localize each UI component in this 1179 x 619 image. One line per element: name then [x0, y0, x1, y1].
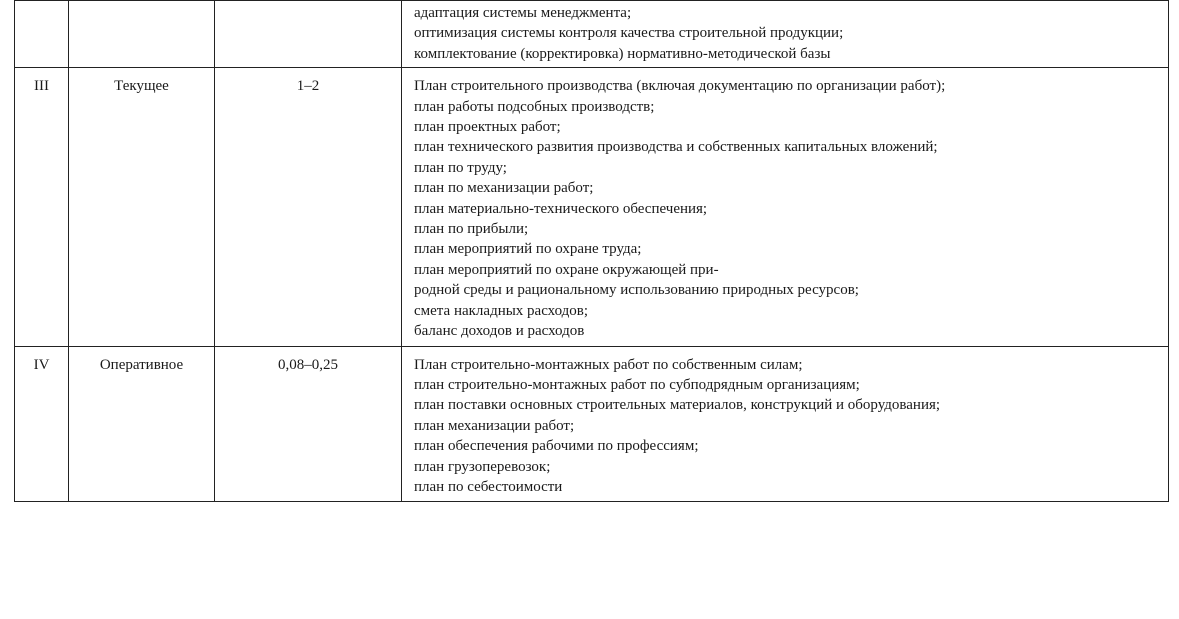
plan-type-cell: Оперативное: [69, 346, 215, 502]
plan-item: План строительного производства (включая документацию по организации работ);: [414, 78, 946, 95]
plan-item: план обеспечения рабочими по профессиям;: [414, 438, 699, 455]
row-number-cell: III: [15, 68, 69, 346]
plan-content-cell: [402, 68, 1169, 346]
plan-item: план мероприятий по охране труда;: [414, 241, 642, 258]
plan-item: смета накладных расходов;: [414, 302, 589, 319]
table-row: [15, 1, 1169, 68]
plan-item: план материально-технического обеспечения;: [414, 200, 708, 217]
plan-item: план по прибыли;: [414, 221, 529, 238]
plan-term-cell: 0,08–0,25: [215, 346, 402, 502]
plan-content-cell: [402, 346, 1169, 502]
planning-table: [14, 0, 1169, 502]
plan-item: план технического развития производства и собственных капитальных вложений;: [414, 139, 938, 156]
plan-term-cell: [215, 1, 402, 68]
plan-item: комплектование (корректировка) нормативно-методической базы: [414, 45, 831, 62]
plan-item: план проектных работ;: [414, 119, 561, 136]
plan-type-cell: [69, 1, 215, 68]
plan-item: план по труду;: [414, 159, 507, 176]
plan-item: план грузоперевозок;: [414, 458, 551, 475]
plan-type-cell: Текущее: [69, 68, 215, 346]
row-number-cell: [15, 1, 69, 68]
plan-item: адаптация системы менеджмента;: [414, 5, 632, 21]
plan-item: план по себестоимости: [414, 478, 563, 495]
plan-item: План строительно-монтажных работ по собственным силам;: [414, 356, 803, 373]
plan-item: родной среды и рациональному использованию природных ресурсов;: [414, 282, 859, 299]
plan-item: оптимизация системы контроля качества строительной продукции;: [414, 25, 844, 42]
plan-item: план механизации работ;: [414, 417, 575, 434]
row-number-cell: IV: [15, 346, 69, 502]
plan-item: баланс доходов и расходов: [414, 323, 585, 340]
plan-item: план по механизации работ;: [414, 180, 594, 197]
plan-item: план строительно-монтажных работ по субподрядным организациям;: [414, 376, 860, 393]
table-row: [15, 68, 1169, 346]
plan-content-cell: [402, 1, 1169, 68]
plan-item: план поставки основных строительных материалов, конструкций и оборудования;: [414, 397, 941, 414]
plan-term-cell: 1–2: [215, 68, 402, 346]
plan-item: план работы подсобных производств;: [414, 98, 655, 115]
table-row: [15, 346, 1169, 502]
plan-item: план мероприятий по охране окружающей при-: [414, 261, 719, 278]
